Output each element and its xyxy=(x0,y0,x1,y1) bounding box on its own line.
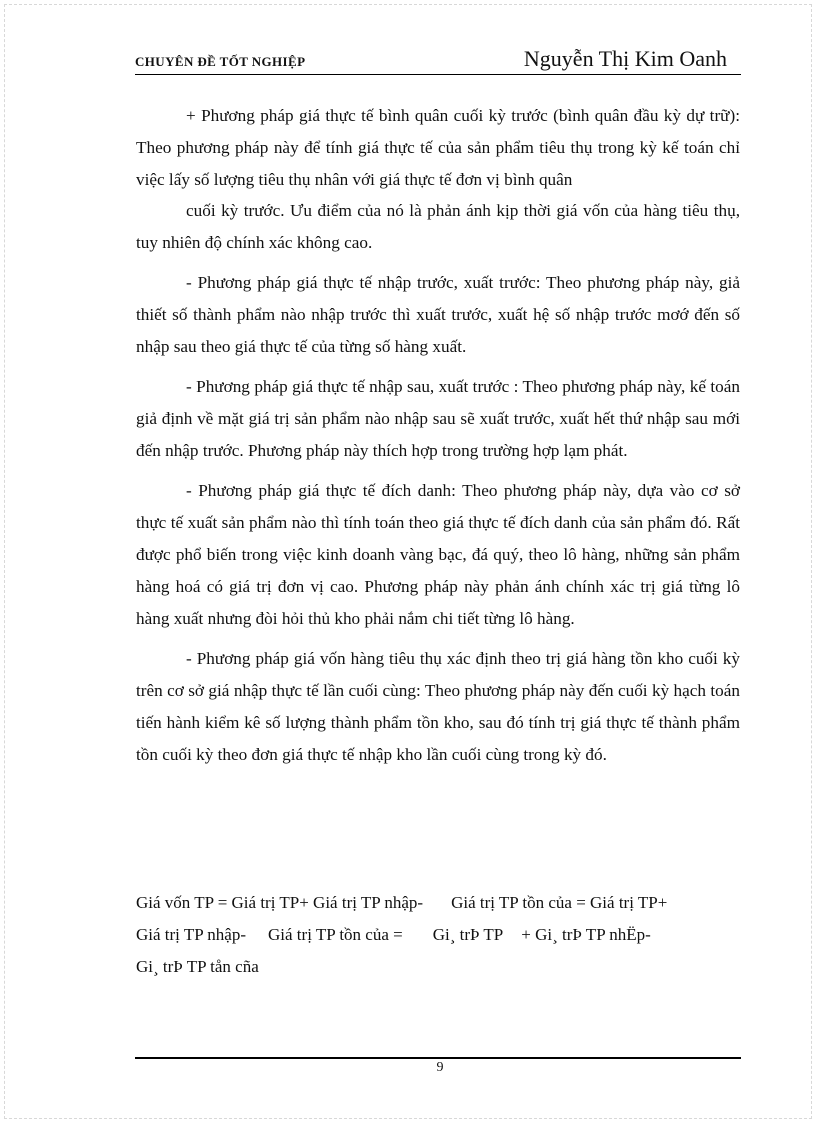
header-title: CHUYÊN ĐỀ TỐT NGHIỆP xyxy=(135,54,306,69)
footer-rule xyxy=(135,1057,741,1059)
paragraph-fifo: - Phương pháp giá thực tế nhập trước, xuất trước: Theo phương pháp này, giả thiết số thành phẩm nào nhập trước thì xuất trước, xuất hệ số nhập trước mơớ đến số nhập sau theo giá thực tế của từng số hàng xuất. xyxy=(136,273,740,356)
formula-text: Giá trị TP nhập- xyxy=(136,925,247,944)
formula-text: Gi¸ trÞ TP tån cña xyxy=(136,957,259,976)
formula-line-3 xyxy=(136,951,746,983)
page-header xyxy=(135,46,741,75)
paragraph-lifo: - Phương pháp giá thực tế nhập sau, xuất trước : Theo phương pháp này, kế toán giả định về mặt giá trị sản phẩm nào nhập sau sẽ xuất trước, xuất hết thứ nhập sau mới đến nhập trước. Phương pháp này thích hợp trong trường hợp lạm phát. xyxy=(136,377,740,460)
header-author: Nguyễn Thị Kim Oanh xyxy=(523,46,727,71)
paragraph-average-price: + Phương pháp giá thực tế bình quân cuối kỳ trước (bình quân đầu kỳ dự trữ): Theo phương pháp này để tính giá thực tế của sản phẩm tiêu thụ trong kỳ kế toán chỉ việc lấy số lượng tiêu thụ nhân với giá thực tế đơn vị bình quân xyxy=(136,106,740,189)
formula-text: Giá vốn TP = Giá trị TP+ Giá trị TP nhập- xyxy=(136,893,424,912)
paragraph-last-purchase-price: - Phương pháp giá vốn hàng tiêu thụ xác định theo trị giá hàng tồn kho cuối kỳ trên cơ sở giá nhập thực tế lần cuối cùng: Theo phương pháp này đến cuối kỳ hạch toán tiến hành kiểm kê số lượng thành phẩm tồn kho, sau đó tính trị giá thực tế thành phẩm tồn cuối kỳ theo đơn giá thực tế nhập kho lần cuối cùng trong kỳ đó. xyxy=(136,649,740,764)
formula-text: + Gi¸ trÞ TP nhËp- xyxy=(521,925,651,944)
paragraph-average-price-continued: cuối kỳ trước. Ưu điểm của nó là phản ánh kịp thời giá vốn của hàng tiêu thụ, tuy nhiên độ chính xác không cao. xyxy=(136,201,740,252)
formula-line-2 xyxy=(136,919,746,951)
paragraph-specific-identification: - Phương pháp giá thực tế đích danh: Theo phương pháp này, dựa vào cơ sở thực tế xuất sản phẩm nào thì tính toán theo giá thực tế đích danh của sản phẩm đó. Rất được phổ biến trong việc kinh doanh vàng bạc, đá quý, theo lô hàng, những sản phẩm hàng hoá có giá trị đơn vị cao. Phương pháp này phản ánh chính xác trị giá từng lô hàng xuất nhưng đòi hỏi thủ kho phải nắm chi tiết từng lô hàng. xyxy=(136,481,740,628)
page-number: 9 xyxy=(436,1060,444,1075)
body-text xyxy=(136,100,740,779)
formula-text: Giá trị TP tồn của = Giá trị TP+ xyxy=(451,893,668,912)
formula-text: Gi¸ trÞ TP xyxy=(432,925,504,944)
formula-line-1 xyxy=(136,887,746,919)
formula-text: Giá trị TP tồn của = xyxy=(268,925,403,944)
cost-formula xyxy=(136,887,746,983)
